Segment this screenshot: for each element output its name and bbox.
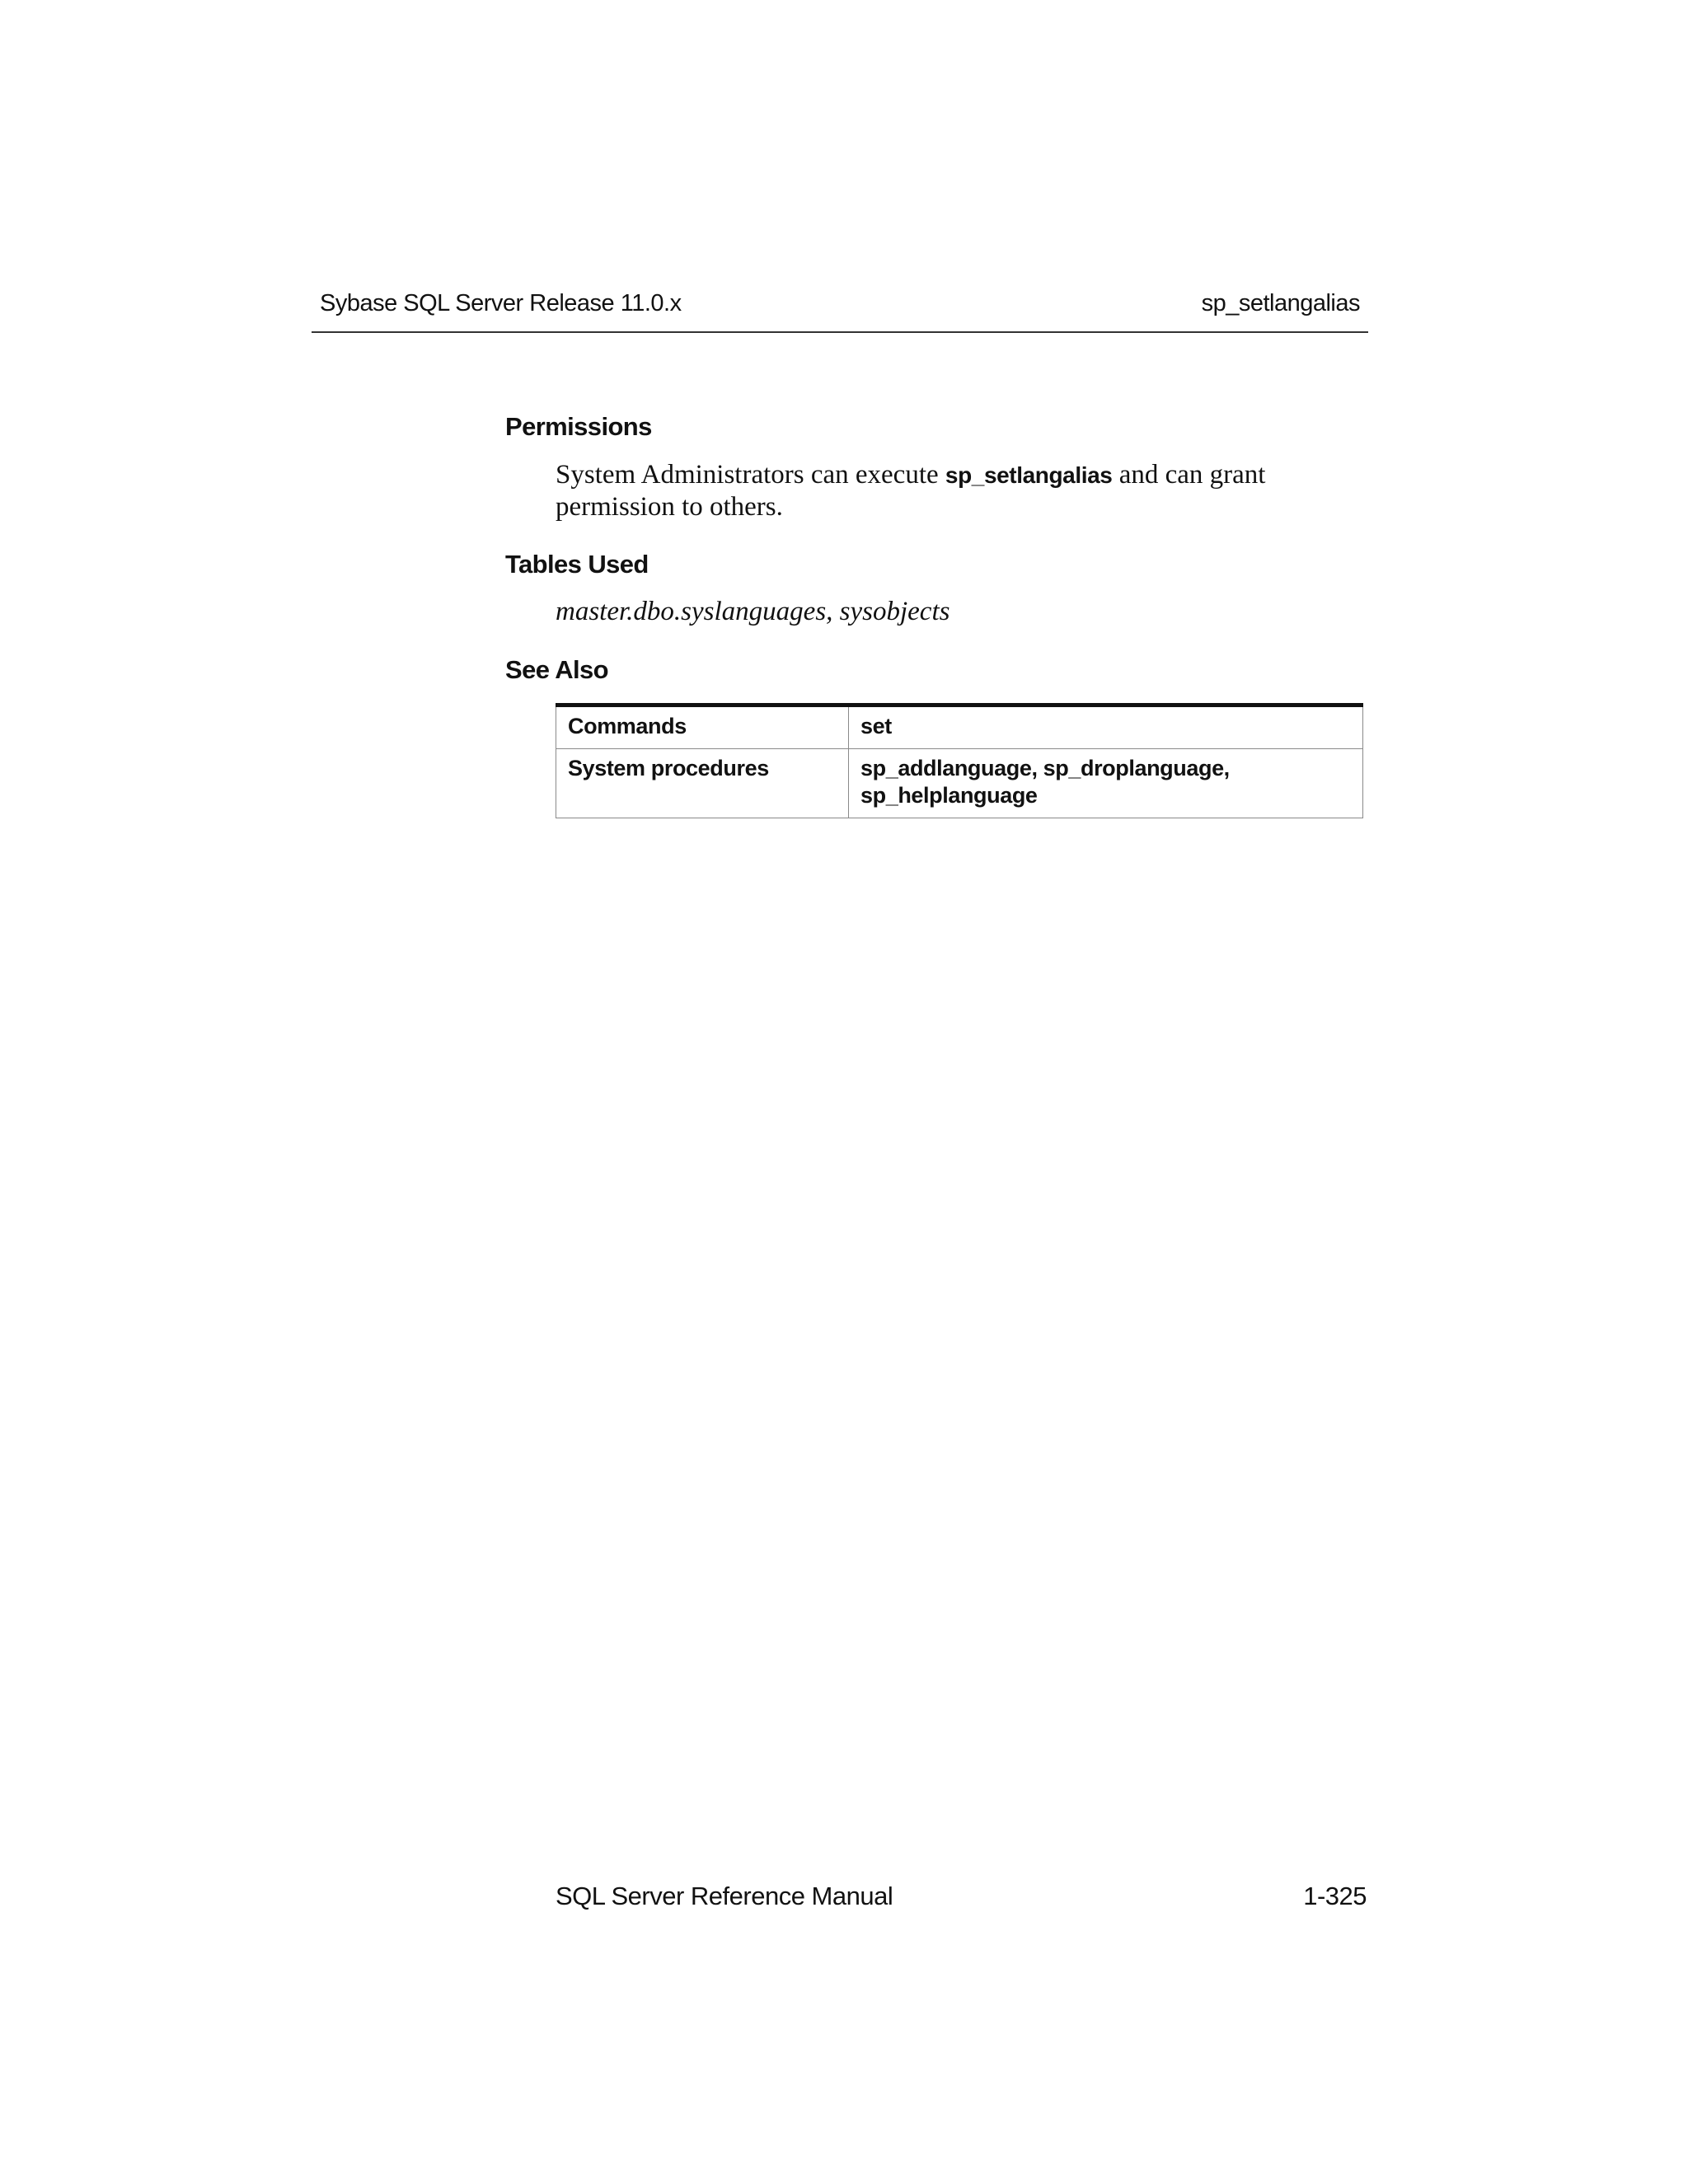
permissions-proc-name: sp_setlangalias (945, 462, 1113, 488)
header-topic: sp_setlangalias (1201, 290, 1360, 316)
table-row (556, 749, 1363, 818)
footer-page-number: 1-325 (1303, 1882, 1367, 1910)
permissions-text (556, 459, 1339, 523)
tables-used-text: master.dbo.syslanguages, sysobjects (556, 597, 950, 626)
running-header (312, 290, 1368, 333)
tables-used-heading: Tables Used (505, 550, 649, 579)
see-also-category: Commands (556, 705, 849, 749)
permissions-text-before: System Administrators can execute (556, 460, 945, 490)
see-also-items: sp_addlanguage, sp_droplanguage, sp_helplanguage (849, 749, 1363, 818)
see-also-category: System procedures (556, 749, 849, 818)
permissions-text-after: and can grant permission to others. (556, 460, 1266, 522)
header-release: Sybase SQL Server Release 11.0.x (320, 290, 682, 316)
footer-manual-title: SQL Server Reference Manual (556, 1882, 893, 1910)
table-row (556, 705, 1363, 749)
see-also-heading: See Also (505, 655, 608, 684)
permissions-heading: Permissions (505, 412, 652, 441)
see-also-table (556, 703, 1363, 818)
see-also-items: set (849, 705, 1363, 749)
